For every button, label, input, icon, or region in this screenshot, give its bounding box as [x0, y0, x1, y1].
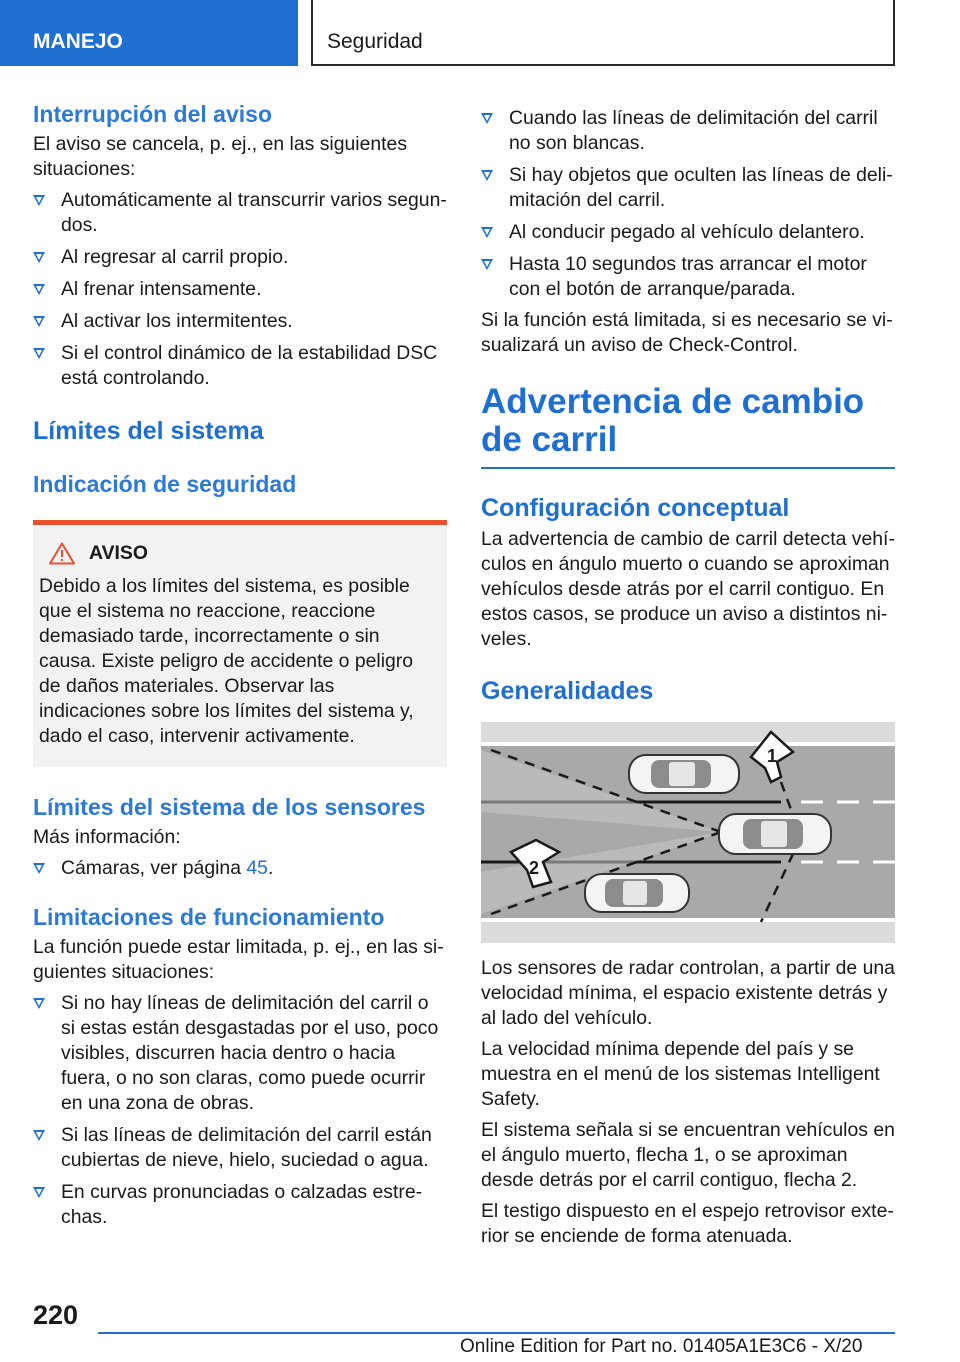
- heading-configuracion: Configuración conceptual: [481, 494, 790, 522]
- bullet-triangle-icon: [33, 252, 45, 263]
- page-link-45[interactable]: 45: [246, 857, 268, 879]
- svg-text:2: 2: [529, 858, 540, 878]
- bullet-triangle-icon: [481, 259, 493, 270]
- bullet-triangle-icon: [33, 1130, 45, 1141]
- paragraph-funcion-limitada: Si la función está limitada, si es necesario se visualizará un aviso de Check-Control.: [481, 309, 893, 356]
- heading-rule: [481, 467, 895, 469]
- footer-rule: [98, 1332, 895, 1334]
- edition-text: Online Edition for Part no. 01405A1E3C6 - X/20: [460, 1336, 863, 1357]
- lane-change-illustration: [481, 722, 895, 943]
- bullet-list-interrupcion: [33, 188, 447, 391]
- bullet-triangle-icon: [33, 348, 45, 359]
- list-item: Si hay objetos que oculten las líneas de delimitación del carril.: [481, 163, 895, 213]
- bullet-triangle-icon: [33, 316, 45, 327]
- heading-interrupcion: Interrupción del aviso: [33, 101, 272, 127]
- bullet-triangle-icon: [481, 170, 493, 181]
- list-item: En curvas pronunciadas o calzadas estrechas.: [33, 1180, 447, 1230]
- paragraph-configuracion: La advertencia de cambio de carril detecta vehículos en ángulo muerto o cuando se aproximan vehículos desde atrás por el carril contiguo. En estos casos, se produce un aviso a distintos niveles.: [481, 528, 895, 650]
- paragraph-limitaciones: La función puede estar limitada, p. ej., en las siguientes situaciones:: [33, 936, 444, 983]
- bullet-triangle-icon: [481, 113, 493, 124]
- bullet-list-sensores: [33, 856, 447, 881]
- heading-advertencia-cambio-carril: Advertencia de cambio de carril: [481, 382, 865, 459]
- bullet-triangle-icon: [481, 227, 493, 238]
- chapter-title: Seguridad: [311, 0, 895, 66]
- heading-indicacion-seguridad: Indicación de seguridad: [33, 471, 297, 497]
- bullet-triangle-icon: [33, 195, 45, 206]
- list-item: Si no hay líneas de delimitación del carril o si estas están desgastadas por el uso, poco visibles, discurren hacia dentro o hacia fuera, o no son claras, como puede ocurrir en una zona de obras.: [33, 991, 447, 1116]
- section-tab: MANEJO: [0, 0, 298, 66]
- paragraph-mas-info: Más información:: [33, 826, 181, 848]
- page-number: 220: [33, 1300, 79, 1330]
- car-bottom: [585, 874, 689, 912]
- warning-triangle-icon: [49, 542, 75, 565]
- bullet-triangle-icon: [33, 284, 45, 295]
- heading-limitaciones: Limitaciones de funcionamiento: [33, 904, 385, 930]
- list-item: Cuando las líneas de delimitación del carril no son blancas.: [481, 106, 895, 156]
- heading-sensores: Límites del sistema de los sensores: [33, 794, 426, 820]
- bullet-list-limitaciones-cont: [481, 106, 895, 302]
- paragraph-sensores-radar: Los sensores de radar controlan, a partir de una velocidad mínima, el espacio existente detrás y al lado del vehículo.: [481, 957, 895, 1029]
- list-item: Si el control dinámico de la estabilidad DSC está controlando.: [33, 341, 447, 391]
- paragraph-testigo: El testigo dispuesto en el espejo retrovisor exterior se enciende de forma atenuada.: [481, 1200, 894, 1247]
- right-column: [481, 106, 895, 1249]
- list-item: Al regresar al carril propio.: [33, 245, 447, 270]
- bullet-triangle-icon: [33, 998, 45, 1009]
- list-item: Si las líneas de delimitación del carril están cubiertas de nieve, hielo, suciedad o agua.: [33, 1123, 447, 1173]
- list-item: Cámaras, ver página 45.: [33, 856, 447, 881]
- paragraph-interrupcion: El aviso se cancela, p. ej., en las siguientes situaciones:: [33, 133, 408, 180]
- bullet-triangle-icon: [33, 1187, 45, 1198]
- bullet-list-limitaciones: [33, 991, 447, 1230]
- lane-change-diagram: [481, 722, 895, 943]
- paragraph-sistema-senala: El sistema señala si se encuentran vehículos en el ángulo muerto, flecha 1, o se aproximan desde detrás por el carril contiguo, flecha 2.: [481, 1119, 895, 1191]
- car-top: [629, 755, 739, 793]
- heading-limites-sistema: Límites del sistema: [33, 417, 264, 445]
- svg-text:1: 1: [767, 746, 778, 766]
- heading-generalidades: Generalidades: [481, 677, 654, 705]
- left-column: [33, 100, 447, 1230]
- bullet-triangle-icon: [33, 863, 45, 874]
- list-item: Al activar los intermitentes.: [33, 309, 447, 334]
- warning-box: [33, 520, 447, 767]
- warning-title: AVISO: [39, 541, 439, 566]
- list-item: Al conducir pegado al vehículo delantero.: [481, 220, 895, 245]
- car-ego: [719, 814, 831, 854]
- list-item: Automáticamente al transcurrir varios segundos.: [33, 188, 447, 238]
- warning-text: Debido a los límites del sistema, es posible que el sistema no reaccione, reaccione demasiado tarde, incorrectamente o sin causa. Existe peligro de accidente o peligro de daños materiales. Observar las indicaciones sobre los límites del sistema y, dado el caso, intervenir activamente.: [39, 575, 414, 747]
- list-item: Al frenar intensamente.: [33, 277, 447, 302]
- paragraph-velocidad-minima: La velocidad mínima depende del país y se muestra en el menú de los sistemas Intelligent Safety.: [481, 1038, 880, 1110]
- list-item: Hasta 10 segundos tras arrancar el motor con el botón de arranque/parada.: [481, 252, 895, 302]
